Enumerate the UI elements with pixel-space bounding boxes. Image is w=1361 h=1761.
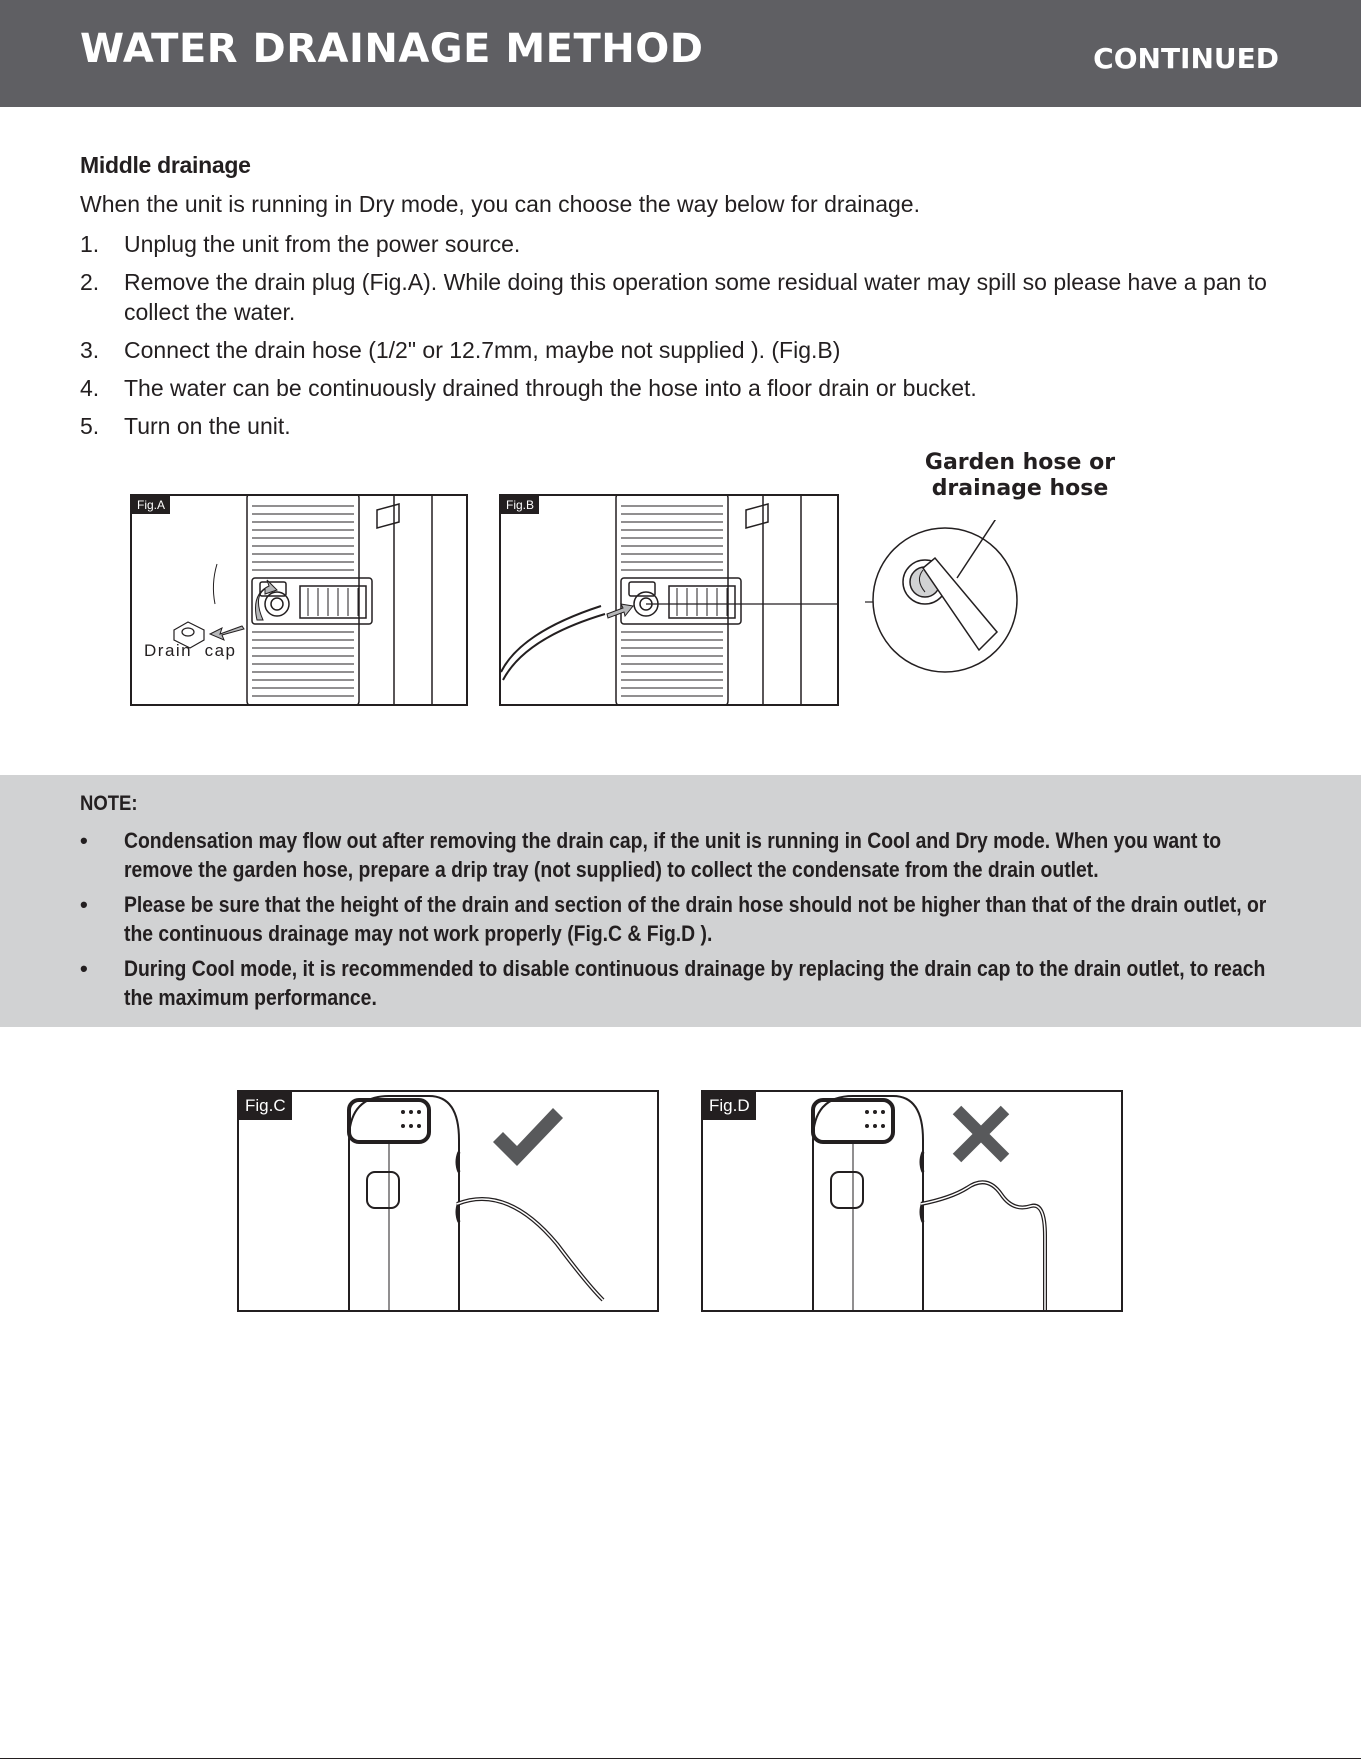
note-item (80, 890, 1290, 948)
checkmark-icon (493, 1108, 563, 1166)
section-title: Middle drainage (80, 152, 251, 178)
bullet: • (80, 828, 88, 853)
figure-d-tag: Fig.D (703, 1092, 756, 1120)
figure-d-illustration (703, 1092, 1121, 1310)
figure-b (499, 494, 839, 706)
step-text: Unplug the unit from the power source. (124, 231, 521, 257)
step-number: 2. (80, 269, 100, 295)
note-title: NOTE: (80, 792, 138, 815)
step-item (80, 373, 1290, 403)
figure-a (130, 494, 468, 706)
figure-c-illustration (239, 1092, 657, 1310)
step-number: 5. (80, 413, 100, 439)
continued-label: CONTINUED (1093, 42, 1279, 75)
figure-c (237, 1090, 659, 1312)
hose-callout-line2: drainage hose (931, 476, 1109, 501)
figure-a-tag: Fig.A (132, 496, 170, 514)
page-title: WATER DRAINAGE METHOD (80, 26, 704, 72)
step-number: 3. (80, 337, 100, 363)
bullet: • (80, 956, 88, 981)
figure-b-tag: Fig.B (501, 496, 539, 514)
step-item (80, 335, 1290, 365)
note-text: During Cool mode, it is recommended to disable continuous drainage by replacing the drain cap to the drain outlet, to reach the maximum performance. (124, 956, 1266, 1010)
hose-callout (910, 450, 1130, 502)
note-text: Condensation may flow out after removing the drain cap, if the unit is running in Cool and Dry mode. When you want to remove the garden hose, prepare a drip tray (not supplied) to collect the condensate from the drain outlet. (124, 828, 1222, 882)
step-text: Remove the drain plug (Fig.A). While doing this operation some residual water may spill so please have a pan to collect the water. (124, 269, 1267, 325)
note-text: Please be sure that the height of the drain and section of the drain hose should not be higher than that of the drain outlet, or the continuous drainage may not work properly (Fig.C & Fig.D ). (124, 892, 1267, 946)
step-item (80, 267, 1290, 327)
steps-list (80, 229, 1290, 449)
step-text: Turn on the unit. (124, 413, 291, 439)
header-bar (0, 0, 1361, 107)
figure-b-illustration (501, 496, 837, 704)
step-item (80, 411, 1290, 441)
step-text: Connect the drain hose (1/2" or 12.7mm, maybe not supplied ). (Fig.B) (124, 337, 841, 363)
cross-icon (957, 1110, 1005, 1158)
step-number: 4. (80, 375, 100, 401)
step-number: 1. (80, 231, 100, 257)
bullet: • (80, 892, 88, 917)
step-text: The water can be continuously drained through the hose into a floor drain or bucket. (124, 375, 977, 401)
figure-d (701, 1090, 1123, 1312)
footer-rule (0, 1758, 1361, 1759)
figure-c-tag: Fig.C (239, 1092, 292, 1120)
intro-text: When the unit is running in Dry mode, you can choose the way below for drainage. (80, 191, 920, 217)
hose-zoom-detail (865, 520, 1035, 690)
step-item (80, 229, 1290, 259)
note-item (80, 826, 1290, 884)
figure-a-illustration (132, 496, 466, 704)
hose-callout-line1: Garden hose or (924, 450, 1116, 475)
note-item (80, 954, 1290, 1012)
note-list (80, 826, 1290, 1018)
drain-cap-label: Drain cap (144, 641, 237, 660)
